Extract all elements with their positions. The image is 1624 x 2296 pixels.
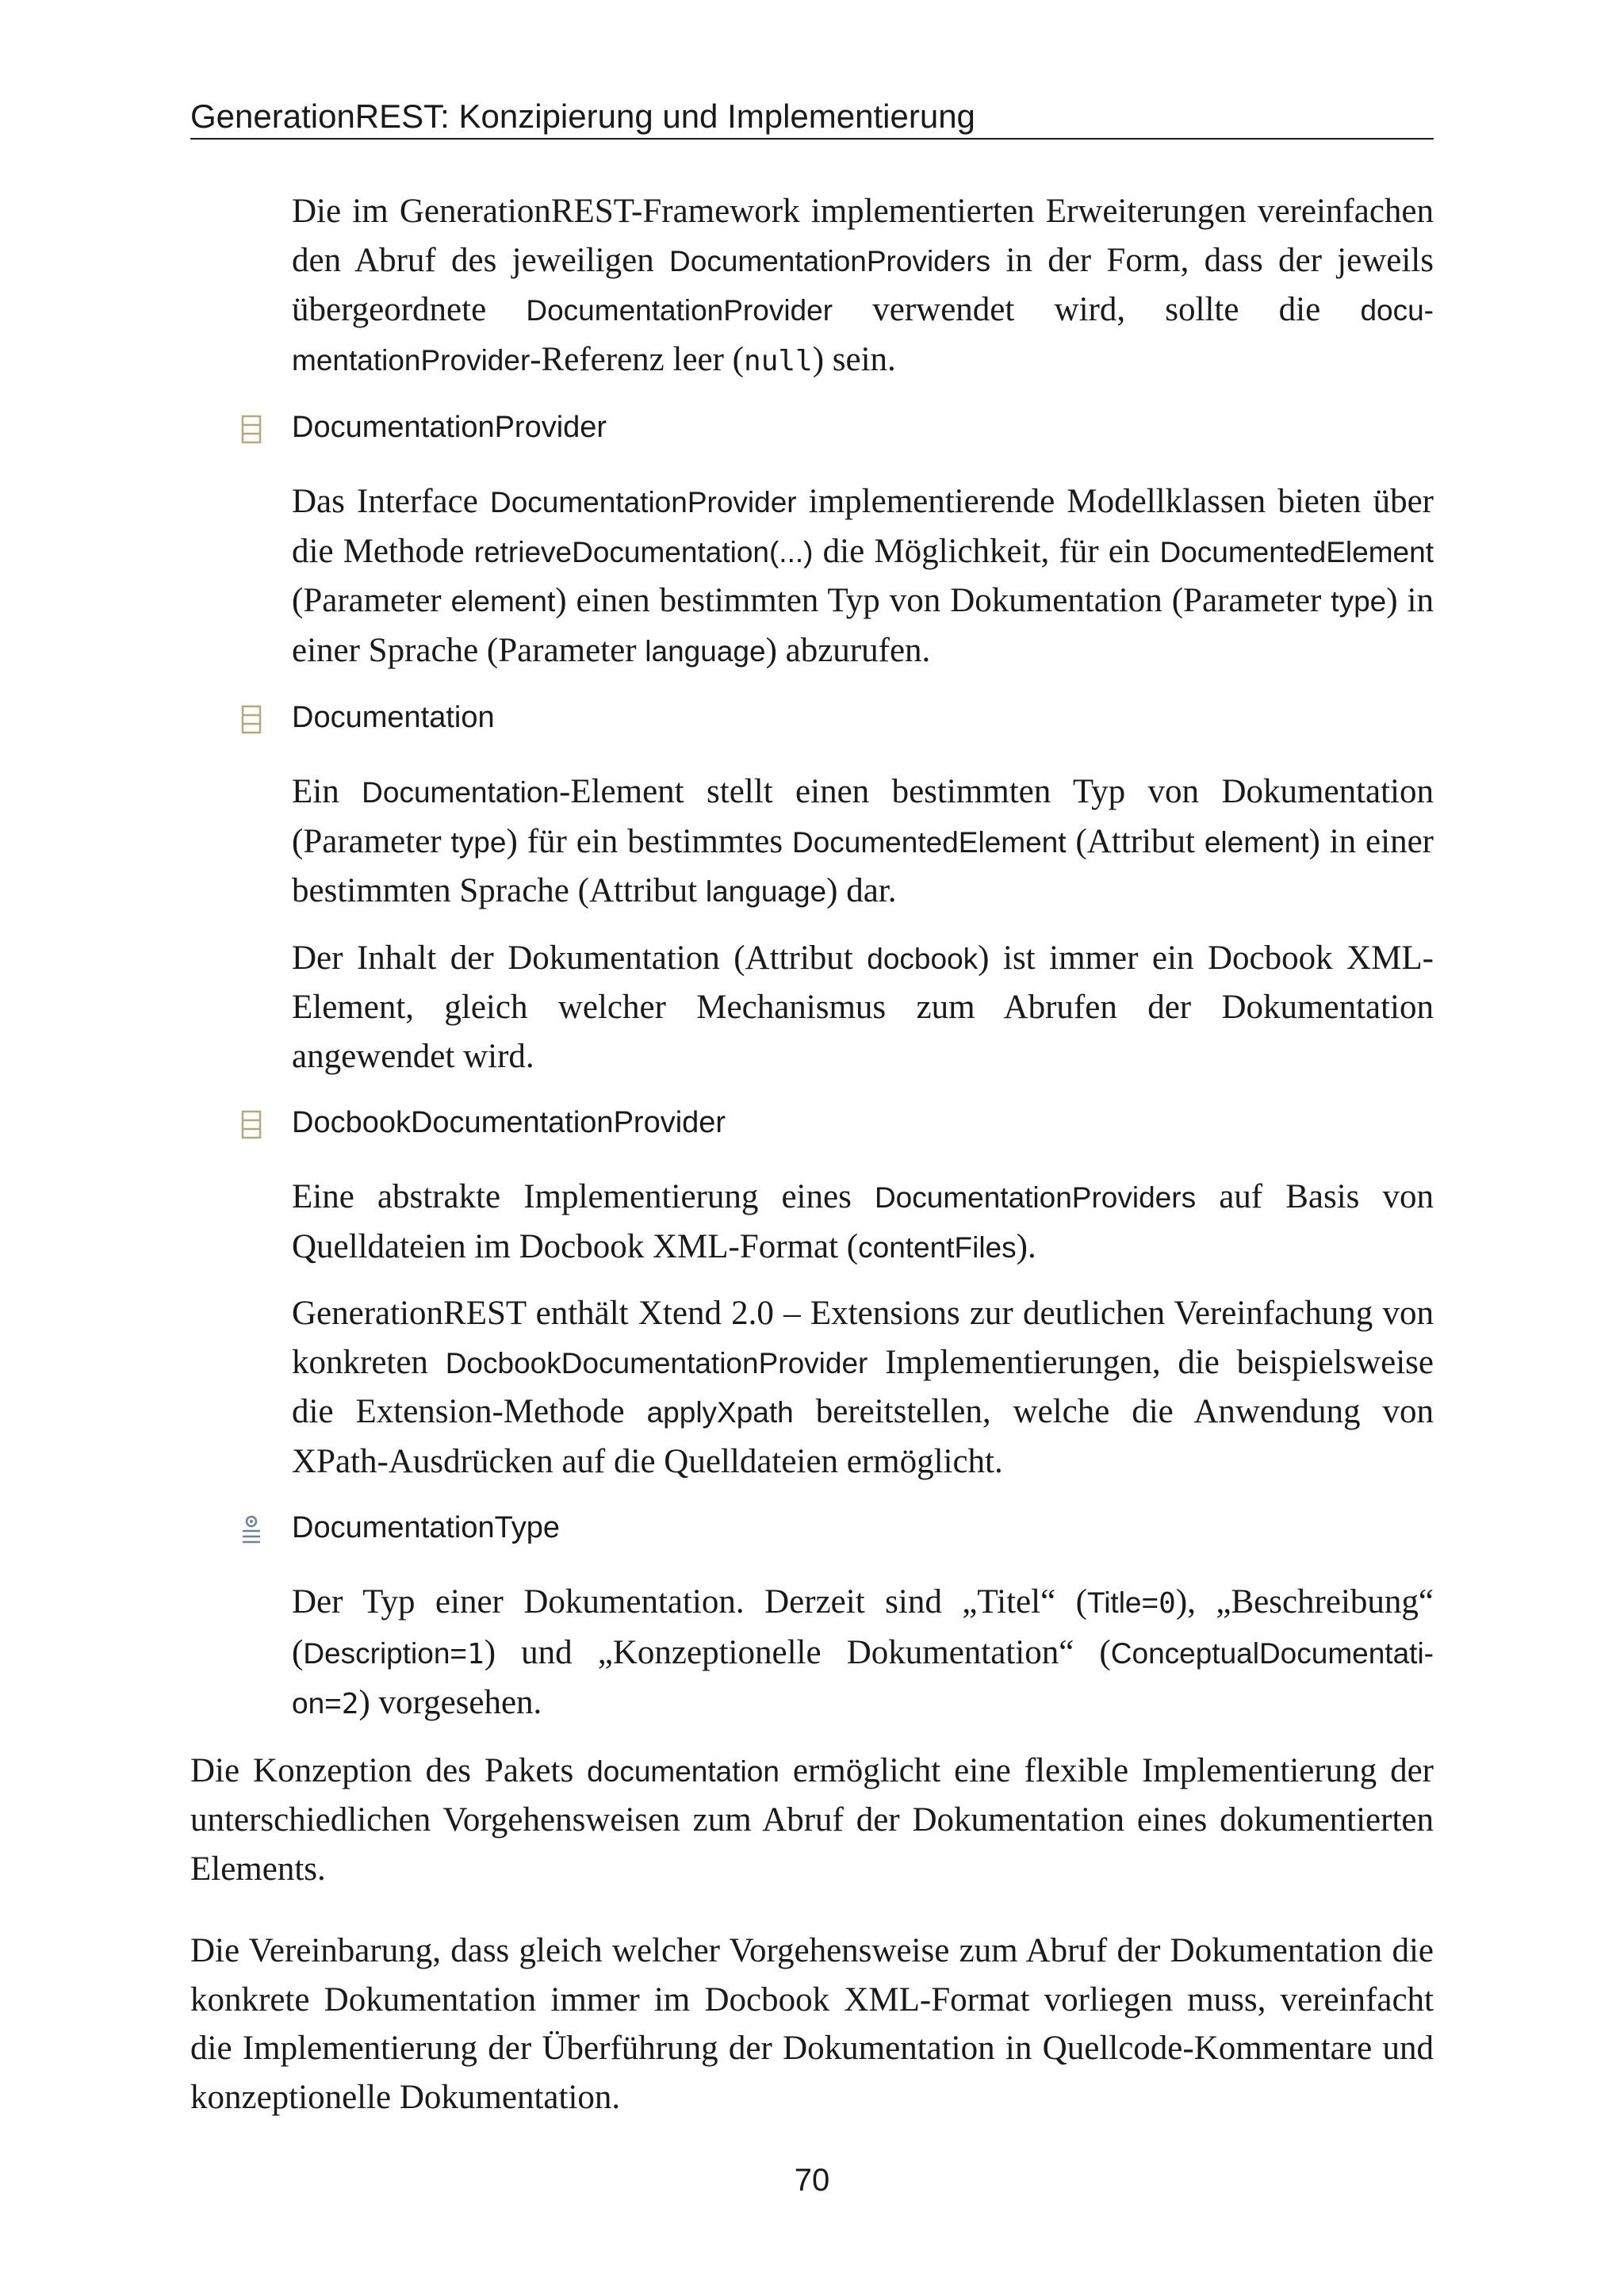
code-term: contentFiles: [858, 1230, 1017, 1264]
text-run: (Attribut: [1066, 822, 1205, 860]
text-run: implementierende Modellklassen bieten über die Methode: [292, 483, 1434, 570]
item-heading-documentationtype: [238, 1503, 1434, 1552]
text-run: bereitstellen, welche die Anwendung von XPath-Ausdrücken auf die Quelldateien ermöglicht.: [292, 1393, 1434, 1480]
code-term: docbook: [867, 942, 979, 975]
text-run: ) abzurufen.: [765, 631, 931, 669]
code-literal: 0: [1159, 1587, 1176, 1620]
text-run: ) dar.: [826, 872, 897, 909]
text-run: ).: [1016, 1227, 1036, 1265]
code-term: DocumentationProvider: [489, 486, 797, 519]
code-term: DocumentedElement: [1159, 535, 1434, 568]
code-literal: 2: [341, 1688, 359, 1720]
item-title: Documentation: [292, 701, 495, 734]
code-term: DocumentedElement: [791, 825, 1067, 859]
body-paragraph: [190, 1747, 1434, 1894]
code-literal: 1: [467, 1637, 485, 1670]
page-number: 70: [794, 2163, 830, 2198]
item-description: [292, 1173, 1434, 1272]
text-run: ) in einer Sprache (Parameter: [292, 582, 1434, 669]
code-literal: null: [744, 344, 813, 377]
item-heading-docbookdocumentationprovider: [238, 1098, 1434, 1147]
code-term: DocumentationProvider: [526, 294, 833, 327]
item-description: [292, 1578, 1434, 1729]
code-term: Title=: [1086, 1586, 1159, 1619]
running-head: GenerationREST: Konzipierung und Implementierung: [190, 98, 975, 135]
code-term: DocumentationProviders: [874, 1181, 1197, 1214]
class-icon: [238, 1107, 266, 1138]
code-term: Description=: [303, 1636, 468, 1670]
text-run: ), „Beschreibung“ (: [292, 1583, 1434, 1671]
item-heading-documentation: [238, 693, 1434, 742]
text-run: Eine abstrakte Implementierung eines: [292, 1178, 875, 1215]
text-run: Die im GenerationREST-Framework implementierten Erweiterungen vereinfachen den Abruf des jeweiligen: [292, 193, 1434, 279]
code-term: language: [645, 634, 766, 668]
code-term: ConceptualDocumentation=: [292, 1636, 1434, 1720]
text-run: ) für ein bestimmtes: [506, 822, 792, 860]
item-description: [292, 767, 1434, 916]
text-run: ) und „Konzeptionelle Dokumentation“ (: [484, 1633, 1111, 1671]
item-title: DocbookDocumentationProvider: [292, 1106, 726, 1139]
text-run: Das Interface: [292, 483, 490, 520]
item-heading-documentationprovider: [238, 403, 1434, 452]
text-run: ) ist immer ein Docbook XML-Element, gleich welcher Mechanismus zum Abrufen der Dokumentation angewendet wird.: [292, 939, 1434, 1075]
text-run: Implementierungen, die beispielsweise die Extension-Methode: [292, 1343, 1434, 1430]
text-run: ermöglicht eine flexible Implementierung der unterschiedlichen Vorgehensweisen zum Abruf der Dokumentation eines dokumentierten Elements.: [190, 1751, 1434, 1888]
text-run: -Element stellt einen bestimmten Typ von Dokumentation (Parameter: [292, 773, 1434, 860]
item-description: [292, 1289, 1434, 1486]
code-term: retrieveDocumentation(...): [473, 535, 814, 568]
text-run: verwendet wird, sollte die: [833, 291, 1361, 328]
text-run: in der Form, dass der jeweils übergeordnete: [292, 241, 1434, 328]
text-run: ) einen bestimmten Typ von Dokumentation (Parameter: [555, 582, 1331, 619]
page-content: [190, 187, 1434, 2122]
text-run: -Referenz leer (: [530, 340, 745, 378]
body-paragraph: Die Vereinbarung, dass gleich welcher Vorgehensweise zum Abruf der Dokumentation die konkrete Dokumentation immer im Docbook XML-Format vorliegen muss, vereinfacht die Implementierung der Überführung der Dokumentation in Quellcode-Kommentare und konzeptionelle Dokumentation.: [190, 1932, 1434, 2116]
code-term: Documentation: [362, 776, 560, 809]
text-run: ) sein.: [812, 340, 896, 378]
header-rule: [190, 138, 1434, 140]
code-term: element: [1204, 825, 1309, 859]
item-title: DocumentationType: [292, 1511, 560, 1544]
code-term: documentation: [587, 1755, 779, 1788]
text-run: die Möglichkeit, für ein: [813, 532, 1160, 570]
text-run: Der Typ einer Dokumentation. Derzeit sind „Titel“ (: [292, 1583, 1087, 1621]
code-term: DocbookDocumentationProvider: [445, 1346, 868, 1380]
item-title: DocumentationProvider: [292, 411, 607, 444]
code-term: applyXpath: [646, 1396, 794, 1429]
class-icon: [238, 702, 266, 733]
text-run: ) vorgesehen.: [358, 1684, 542, 1721]
code-term: documentationProvider: [292, 294, 1434, 377]
class-icon: [238, 411, 266, 443]
item-description: [292, 934, 1434, 1081]
text-run: ) in einer bestimmten Sprache (Attribut: [292, 822, 1434, 909]
text-run: (Parameter: [292, 582, 451, 619]
code-term: language: [705, 875, 827, 908]
item-description: [292, 477, 1434, 675]
text-run: GenerationREST enthält Xtend 2.0 – Extensions zur deutlichen Vereinfachung von konkreten: [292, 1295, 1434, 1381]
code-term: type: [1331, 585, 1387, 618]
text-run: Die Konzeption des Pakets: [190, 1751, 588, 1789]
text-run: Der Inhalt der Dokumentation (Attribut: [292, 939, 868, 977]
text-run: Ein: [292, 773, 362, 810]
code-term: element: [450, 585, 556, 618]
code-term: DocumentationProviders: [669, 244, 991, 277]
intro-paragraph: [292, 187, 1434, 385]
enum-icon: [238, 1512, 266, 1544]
code-term: type: [450, 825, 507, 859]
text-run: auf Basis von Quelldateien im Docbook XML-Format (: [292, 1178, 1434, 1265]
